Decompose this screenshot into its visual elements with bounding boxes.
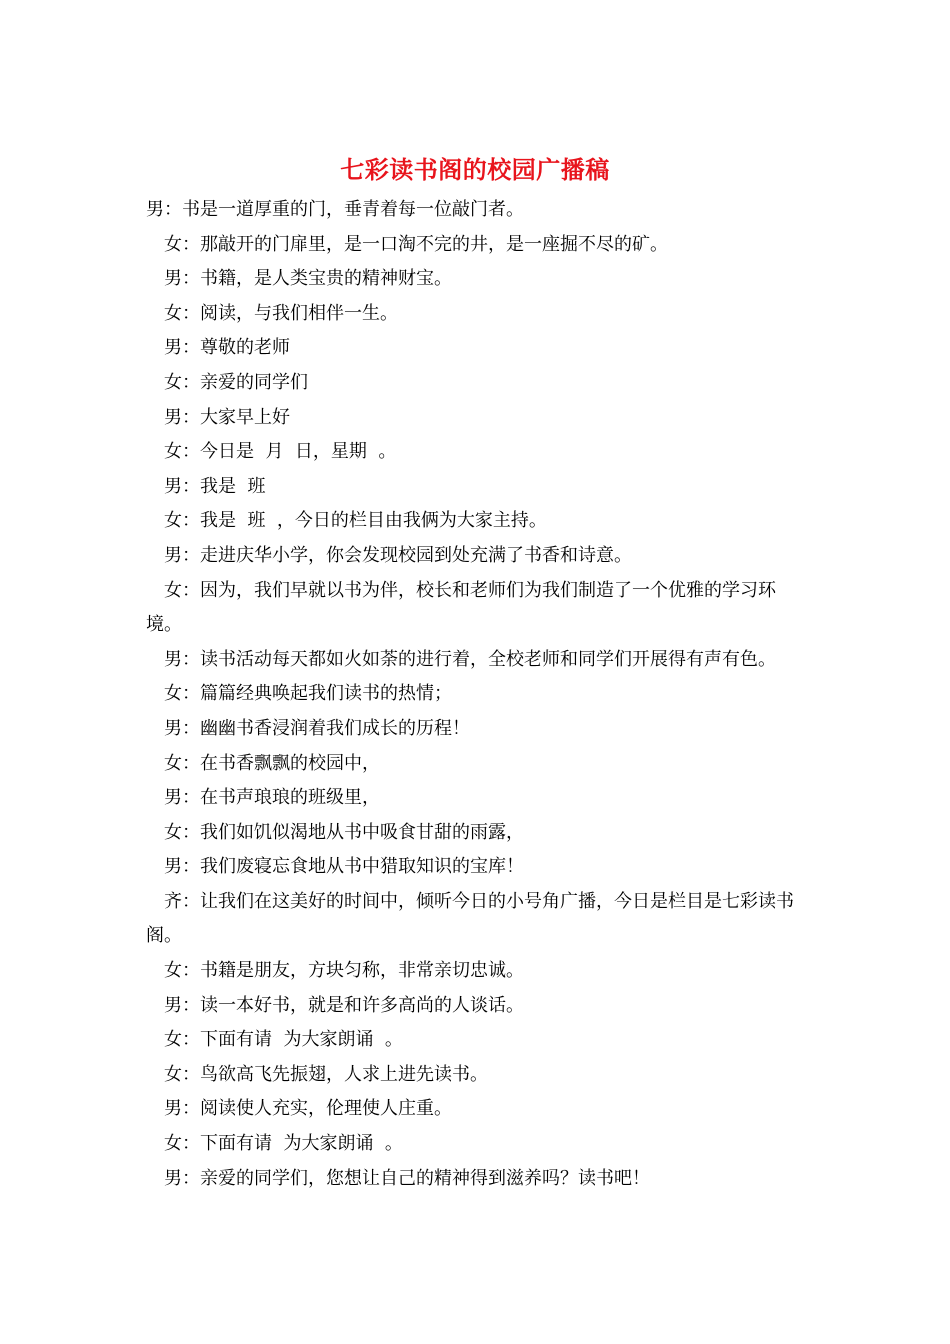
paragraph: 女：阅读，与我们相伴一生。 (164, 302, 398, 324)
paragraph: 男：尊敬的老师 (164, 337, 290, 359)
paragraph: 女：我们如饥似渴地从书中吸食甘甜的雨露， (164, 821, 524, 843)
paragraph: 男：读书活动每天都如火如荼的进行着，全校老师和同学们开展得有声有色。 (164, 648, 776, 670)
paragraph: 女：鸟欲高飞先振翅，人求上进先读书。 (164, 1063, 488, 1085)
paragraph: 女：亲爱的同学们 (164, 371, 308, 393)
paragraph: 女：书籍是朋友，方块匀称，非常亲切忠诚。 (164, 960, 524, 982)
paragraph: 女：篇篇经典唤起我们读书的热情； (164, 683, 452, 705)
paragraph: 女：那敲开的门扉里，是一口淘不完的井，是一座掘不尽的矿。 (164, 233, 668, 255)
paragraph: 男：书籍，是人类宝贵的精神财宝。 (164, 268, 452, 290)
paragraph: 男：大家早上好 (164, 406, 290, 428)
document-body (146, 193, 806, 1196)
document-title: 七彩读书阁的校园广播稿 (340, 155, 610, 184)
paragraph: 女：下面有请 为大家朗诵 。 (164, 1133, 403, 1155)
paragraph: 男：我们废寝忘食地从书中猎取知识的宝库！ (164, 856, 524, 878)
paragraph: 齐：让我们在这美好的时间中，倾听今日的小号角广播，今日是栏目是七彩读书阁。 (146, 890, 794, 947)
paragraph: 男：我是 班 (164, 475, 266, 497)
paragraph: 女：我是 班 ，今日的栏目由我俩为大家主持。 (164, 510, 547, 532)
paragraph: 男：亲爱的同学们，您想让自己的精神得到滋养吗？读书吧！ (164, 1167, 650, 1189)
paragraph: 男：走进庆华小学，你会发现校园到处充满了书香和诗意。 (164, 544, 632, 566)
paragraph: 女：今日是 月 日，星期 。 (164, 441, 397, 463)
paragraph: 男：阅读使人充实，伦理使人庄重。 (164, 1098, 452, 1120)
paragraph: 男：书是一道厚重的门，垂青着每一位敲门者。 (146, 199, 524, 220)
paragraph: 男：幽幽书香浸润着我们成长的历程！ (164, 717, 470, 739)
paragraph: 女：下面有请 为大家朗诵 。 (164, 1029, 403, 1051)
paragraph: 男：在书声琅琅的班级里， (164, 787, 380, 809)
paragraph: 男：读一本好书，就是和许多高尚的人谈话。 (164, 994, 524, 1016)
paragraph: 女：因为，我们早就以书为伴，校长和老师们为我们制造了一个优雅的学习环境。 (146, 579, 776, 636)
paragraph: 女：在书香飘飘的校园中， (164, 752, 380, 774)
